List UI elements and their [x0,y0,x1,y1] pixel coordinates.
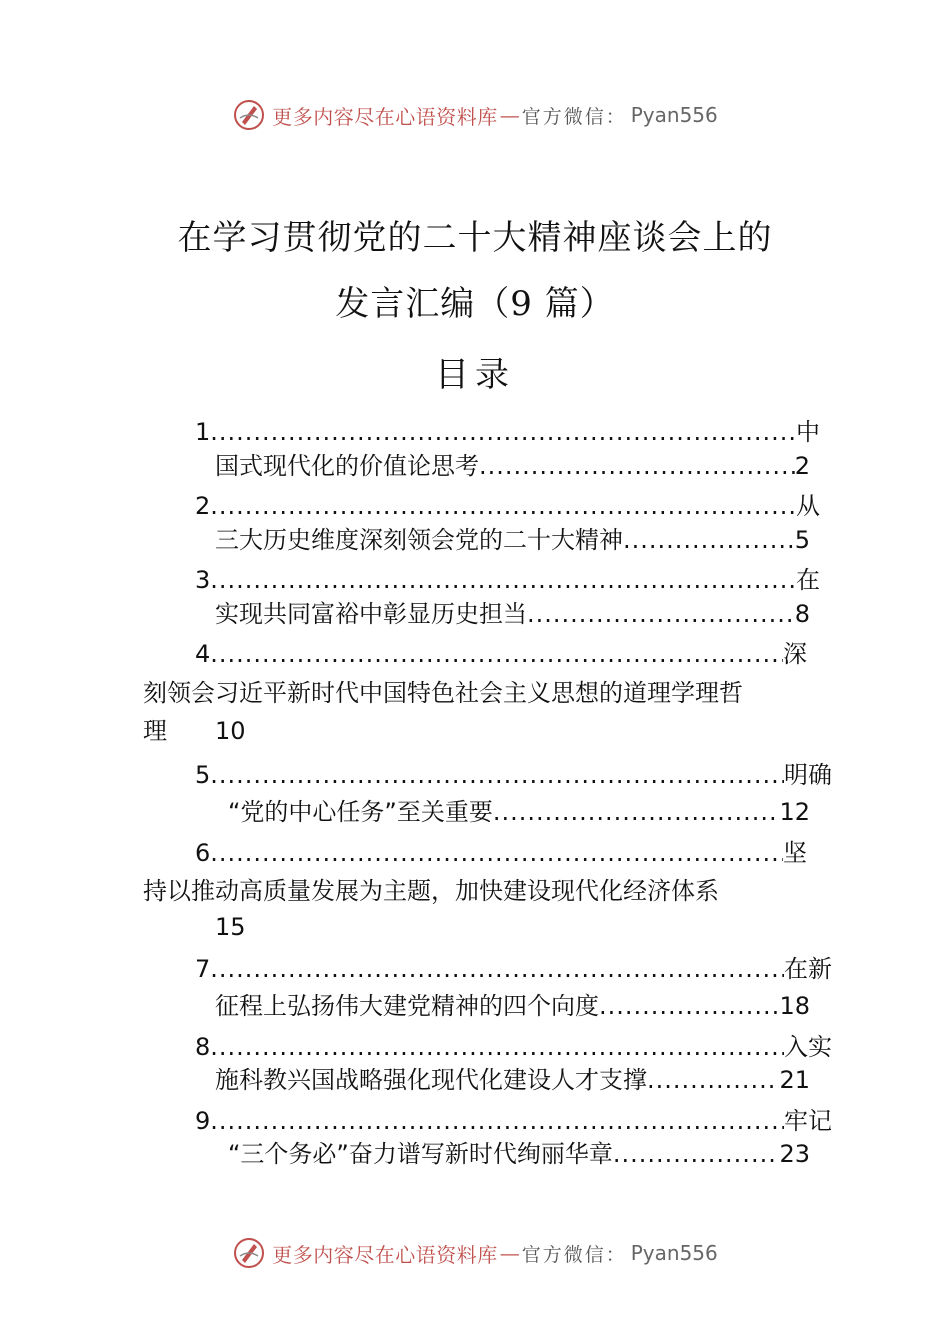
toc-number: 4 [195,640,211,668]
banner-text: 更多内容尽在心语资料库 [272,104,498,129]
toc-title-start: 牢记 [784,1107,832,1135]
toc-number: 8 [195,1033,211,1061]
toc-title: “三个务必”奋力谱写新时代绚丽华章 [228,1140,613,1168]
toc-leader-dots [623,523,795,557]
banner-wechat-id: Pyan556 [630,103,718,127]
toc-item-5-lead[interactable] [195,758,832,792]
toc-title: “党的中心任务”至关重要 [228,798,493,826]
toc-title-start: 坚 [783,839,807,867]
toc-leader-dots [210,637,783,671]
toc-item-6-lead[interactable] [195,836,807,870]
toc-number: 6 [195,839,211,867]
toc-number: 7 [195,955,211,983]
toc-number: 2 [195,492,211,520]
toc-item-8-body[interactable] [215,1063,810,1097]
toc-title-start: 从 [796,492,820,520]
toc-page-number: 5 [794,526,810,554]
toc-item-1-body[interactable] [215,449,810,483]
toc-page-number: 21 [779,1066,810,1094]
toc-leader-dots [599,989,779,1023]
banner-text: 更多内容尽在心语资料库 [272,1242,498,1267]
toc-item-4-body[interactable] [143,676,803,710]
toc-title: 三大历史维度深刻领会党的二十大精神 [215,526,623,554]
toc-item-6-tail[interactable] [215,910,315,944]
toc-item-1-lead[interactable] [195,415,820,449]
toc-item-4-lead[interactable] [195,637,807,671]
banner-label: 官方微信： [521,1243,627,1266]
banner-dash: — [499,103,520,127]
banner-wechat-id: Pyan556 [630,1241,718,1265]
toc-item-7-body[interactable] [215,989,810,1023]
toc-title: 征程上弘扬伟大建党精神的四个向度 [215,992,599,1020]
toc-page-number: 8 [794,600,810,628]
pen-seal-icon [232,1236,266,1270]
toc-leader-dots [210,1104,784,1138]
toc-page-number: 12 [779,798,810,826]
footer-banner [0,1233,950,1273]
toc-leader-dots [527,597,795,631]
toc-item-9-lead[interactable] [195,1104,832,1138]
toc-number: 9 [195,1107,211,1135]
toc-title-end: 理 [143,717,167,745]
toc-heading: 目录 [435,355,515,395]
toc-title-start: 在新 [784,955,832,983]
toc-item-7-lead[interactable] [195,952,832,986]
toc-page-number: 10 [215,717,246,745]
toc-leader-dots [210,758,784,792]
toc-title: 刻领会习近平新时代中国特色社会主义思想的道理学理哲 [143,679,743,707]
toc-leader-dots [613,1137,780,1171]
toc-item-2-lead[interactable] [195,489,820,523]
toc-leader-dots [210,1030,784,1064]
document-title-line2: 发言汇编（9 篇） [335,284,615,324]
toc-page-number: 2 [794,452,810,480]
toc-title-start: 明确 [784,761,832,789]
document-title-line1: 在学习贯彻党的二十大精神座谈会上的 [177,218,773,258]
toc-leader-dots [210,415,796,449]
toc-item-3-lead[interactable] [195,563,820,597]
toc-number: 5 [195,761,211,789]
toc-number: 3 [195,566,211,594]
banner-dash: — [499,1241,520,1265]
toc-title: 施科教兴国战略强化现代化建设人才支撑 [215,1066,647,1094]
toc-leader-dots [479,449,795,483]
toc-title-start: 中 [796,418,820,446]
banner-label: 官方微信： [521,105,627,128]
toc-item-9-body[interactable] [228,1137,810,1171]
toc-title: 持以推动高质量发展为主题，加快建设现代化经济体系 [143,877,719,905]
toc-title: 实现共同富裕中彰显历史担当 [215,600,527,628]
toc-item-6-body[interactable] [143,874,803,908]
toc-leader-dots [647,1063,779,1097]
toc-item-8-lead[interactable] [195,1030,832,1064]
toc-title-start: 入实 [784,1033,832,1061]
toc-item-5-body[interactable] [228,795,810,829]
toc-item-4-tail[interactable] [143,714,343,748]
toc-page-number: 15 [215,913,246,941]
toc-title: 国式现代化的价值论思考 [215,452,479,480]
toc-title-start: 深 [783,640,807,668]
toc-leader-dots [210,563,796,597]
toc-title-start: 在 [796,566,820,594]
toc-leader-dots [210,489,796,523]
toc-page-number: 18 [779,992,810,1020]
toc-number: 1 [195,418,211,446]
toc-leader-dots [210,836,783,870]
toc-leader-dots [493,795,780,829]
toc-leader-dots [210,952,784,986]
toc-item-2-body[interactable] [215,523,810,557]
toc-item-3-body[interactable] [215,597,810,631]
toc-page-number: 23 [779,1140,810,1168]
